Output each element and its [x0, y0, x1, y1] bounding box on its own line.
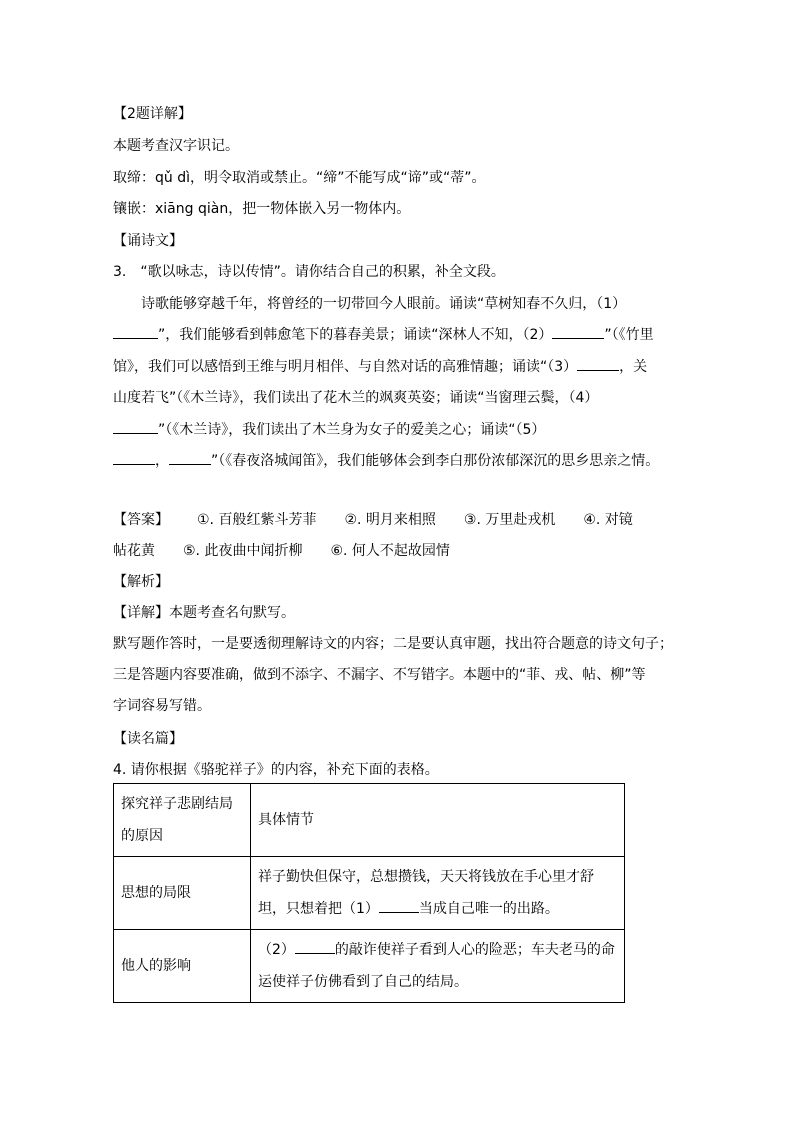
text: ，关 — [619, 359, 648, 375]
info-table — [113, 783, 625, 1003]
answer-item: ⑥. 何人不起故园情 — [330, 543, 450, 559]
table-cell-reason: 思想的局限 — [114, 857, 251, 930]
table-cell-detail — [251, 857, 625, 930]
answer-item: ⑤. 此夜曲中闻折柳 — [183, 543, 303, 559]
fill-blank — [379, 900, 419, 913]
paragraph: 山度若飞”（《木兰诗》，我们读出了花木兰的飒爽英姿；诵读“当窗理云鬓，（4） — [113, 390, 599, 406]
fill-blank — [295, 941, 335, 954]
text: 当成自己唯一的出路。 — [418, 901, 559, 917]
answer-item: ②. 明月来相照 — [344, 512, 436, 528]
paragraph: 三是答题内容要准确，做到不添字、不漏字、不写错字。本题中的“菲、戎、帖、柳”等 — [113, 667, 646, 683]
table-header-cell: 具体情节 — [251, 784, 625, 857]
table-row — [114, 857, 625, 930]
text: ”（《竹里 — [604, 327, 654, 343]
section-heading: 【诵诗文】 — [113, 233, 183, 249]
paragraph: 镶嵌：xiāng qiàn，把一物体嵌入另一物体内。 — [113, 201, 411, 217]
answer-item: ④. 对镜 — [583, 512, 633, 528]
answer-line — [113, 510, 633, 530]
paragraph: 默写题作答时，一是要透彻理解诗文的内容；二是要认真审题，找出符合题意的诗文句子； — [113, 636, 673, 652]
table-cell-detail — [251, 930, 625, 1003]
paragraph — [113, 325, 654, 345]
table-cell-reason: 他人的影响 — [114, 930, 251, 1003]
answer-line — [113, 541, 450, 561]
answer-item: ①. 百般红紫斗芳菲 — [197, 512, 317, 528]
text: 的敲诈使祥子看到人心的险恶；车夫老马的命运使祥子仿佛看到了自己的结局。 — [258, 942, 615, 990]
text: 馆》，我们可以感悟到王维与明月相伴、与自然对话的高雅情趣；诵读“（3） — [113, 359, 578, 375]
fill-blank — [113, 326, 158, 339]
table-header-row — [114, 784, 625, 857]
fill-blank — [113, 452, 155, 465]
section-heading: 【读名篇】 — [113, 731, 183, 747]
table-row — [114, 930, 625, 1003]
fill-blank — [552, 326, 604, 339]
text: ， — [155, 453, 169, 469]
table-header-cell: 探究祥子悲剧结局的原因 — [114, 784, 251, 857]
text: （2） — [258, 942, 295, 958]
paragraph — [113, 357, 647, 377]
paragraph: 【详解】本题考查名句默写。 — [113, 605, 295, 621]
answer-item: ③. 万里赴戎机 — [463, 512, 556, 528]
text: ”（《春夜洛城闻笛》，我们能够体会到李白那份浓郁深沉的思乡思亲之情。 — [211, 453, 660, 469]
paragraph: 诗歌能够穿越千年，将曾经的一切带回今人眼前。诵读“草树知春不久归，（1） — [141, 296, 627, 312]
section-heading: 【解析】 — [113, 574, 169, 590]
paragraph — [113, 420, 545, 440]
question-text: 3. “歌以咏志，诗以传情”。请你结合自己的积累，补全文段。 — [113, 264, 505, 280]
answer-item: 帖花黄 — [113, 543, 155, 559]
text: ”，我们能够看到韩愈笔下的暮春美景；诵读“深林人不知，（2） — [158, 327, 553, 343]
paragraph — [113, 451, 659, 471]
paragraph: 字词容易写错。 — [113, 698, 211, 714]
fill-blank — [113, 421, 158, 434]
question-text: 4. 请你根据《骆驼祥子》的内容，补充下面的表格。 — [113, 762, 439, 778]
text: ”（《木兰诗》，我们读出了木兰身为女子的爱美之心；诵读“（5） — [158, 422, 546, 438]
section-heading: 【2题详解】 — [113, 106, 192, 122]
text: 祥子勤快但保守，总想攒钱，天天将钱放在手心里才舒坦，只想着把（1） — [258, 869, 594, 917]
fill-blank — [577, 358, 619, 371]
answer-label: 【答案】 — [113, 512, 169, 528]
fill-blank — [169, 452, 211, 465]
paragraph: 本题考查汉字识记。 — [113, 138, 239, 154]
paragraph: 取缔：qǔ dì，明令取消或禁止。“缔”不能写成“谛”或“蒂”。 — [113, 170, 486, 186]
